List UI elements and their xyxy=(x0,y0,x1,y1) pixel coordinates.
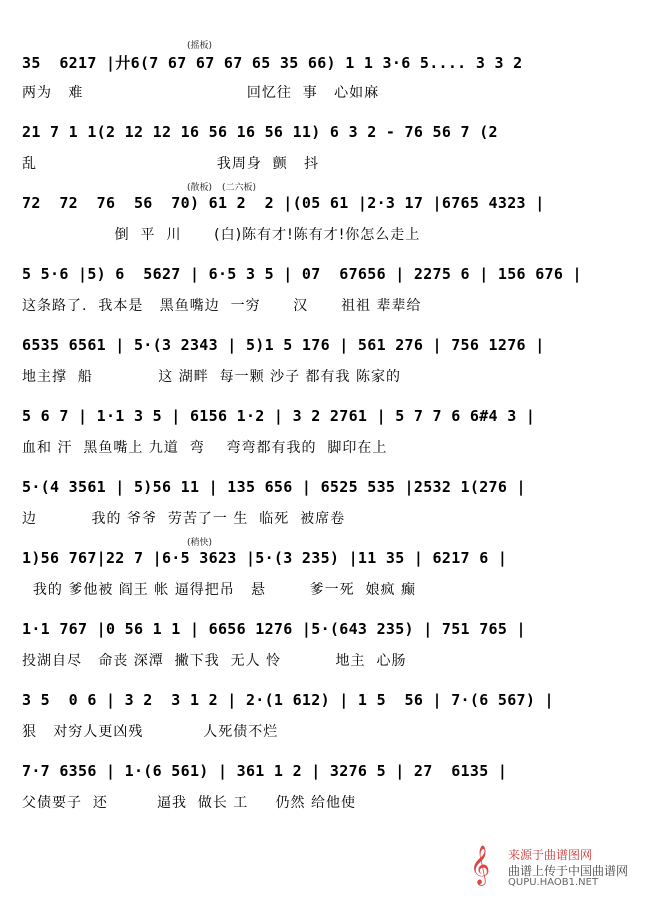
watermark-line3: QUPU.HAOB1.NET xyxy=(508,877,599,888)
lyric-line: 父债要子 还 逼我 做长 工 仍然 给他使 xyxy=(22,795,357,811)
tempo-mark: (散板) xyxy=(187,183,213,193)
tempo-mark: (摇板) xyxy=(187,41,213,51)
notation-line: 5 5·6 |5) 6 5627 | 6·5 3 5 | 07 67656 | 2275 6 | 156 676 | xyxy=(22,265,582,283)
notation-line: 6535 6561 | 5·(3 2343 | 5)1 5 176 | 561 276 | 756 1276 | xyxy=(22,336,545,354)
lyric-line: 我的 爹他被 阎王 帐 逼得把吊 悬 爹一死 娘疯 癫 xyxy=(22,582,417,598)
lyric-line: 投湖自尽 命丧 深潭 撇下我 无人 怜 地主 心肠 xyxy=(22,653,407,669)
tempo-mark: (稍快) xyxy=(187,538,213,548)
lyric-line: 乱 我周身 颤 抖 xyxy=(22,156,320,172)
notation-line: 21 7 1 1(2 12 12 16 56 16 56 11) 6 3 2 - 76 56 7 (2 xyxy=(22,123,498,141)
tempo-mark: (二六板) xyxy=(222,183,257,193)
lyric-line: 这条路了. 我本是 黑鱼嘴边 一穷 汉 祖祖 辈辈给 xyxy=(22,298,422,314)
watermark xyxy=(470,844,640,892)
notation-line: 7·7 6356 | 1·(6 561) | 361 1 2 | 3276 5 | 27 6135 | xyxy=(22,762,508,780)
lyric-line: 狠 对穷人更凶残 人死债不烂 xyxy=(22,724,279,740)
notation-line: 72 72 76 56 70) 61 2 2 |(05 61 |2·3 17 |6765 4323 | xyxy=(22,194,545,212)
lyric-line: 两为 难 回忆往 事 心如麻 xyxy=(22,85,380,101)
treble-clef-icon: 𝄞 xyxy=(470,845,491,885)
lyric-line: 地主撑 船 这 湖畔 每一颗 沙子 都有我 陈家的 xyxy=(22,369,402,385)
watermark-line2: 曲谱上传于中国曲谱网 xyxy=(508,864,629,878)
notation-line: 35 6217 |廾6(7 67 67 67 65 35 66) 1 1 3·6 5.... 3 3 2 xyxy=(22,54,523,72)
lyric-line: 血和 汗 黑鱼嘴上 九道 弯 弯弯都有我的 脚印在上 xyxy=(22,440,388,456)
notation-line: 1)56 767|22 7 |6·5 3623 |5·(3 235) |11 35 | 6217 6 | xyxy=(22,549,508,567)
lyric-line: 边 我的 爷爷 劳苦了一 生 临死 被席卷 xyxy=(22,511,346,527)
notation-line: 1·1 767 |0 56 1 1 | 6656 1276 |5·(643 235) | 751 765 | xyxy=(22,620,526,638)
watermark-line1: 来源于曲谱图网 xyxy=(508,848,593,862)
notation-line: 5·(4 3561 | 5)56 11 | 135 656 | 6525 535 |2532 1(276 | xyxy=(22,478,526,496)
notation-line: 5 6 7 | 1·1 3 5 | 6156 1·2 | 3 2 2761 | 5 7 7 6 6#4 3 | xyxy=(22,407,536,425)
notation-line: 3 5 0 6 | 3 2 3 1 2 | 2·(1 612) | 1 5 56 | 7·(6 567) | xyxy=(22,691,554,709)
lyric-line: 倒 平 川 (白)陈有才!陈有才!你怎么走上 xyxy=(22,227,421,243)
